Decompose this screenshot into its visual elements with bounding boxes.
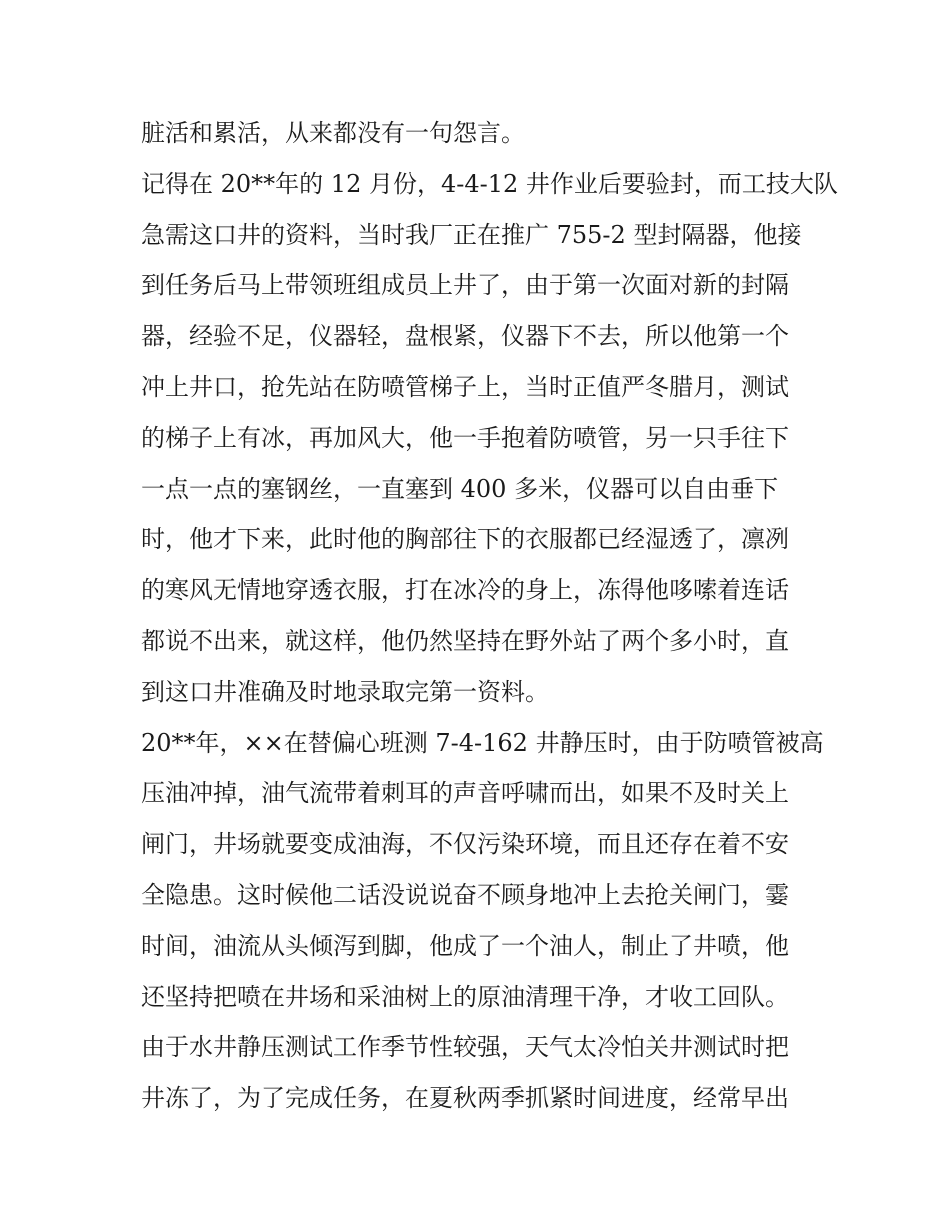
text-line: 时间，油流从头倾泻到脚，他成了一个油人，制止了井喷，他 bbox=[141, 931, 789, 960]
text-line: 的梯子上有冰，再加风大，他一手抱着防喷管，另一只手往下 bbox=[141, 423, 789, 452]
text-line: 闸门，井场就要变成油海，不仅污染环境，而且还存在着不安 bbox=[141, 830, 789, 859]
text-line: 到这口井准确及时地录取完第一资料。 bbox=[141, 677, 549, 706]
text-line: 井冻了，为了完成任务，在夏秋两季抓紧时间进度，经常早出 bbox=[141, 1084, 789, 1113]
text-line: 都说不出来，就这样，他仍然坚持在野外站了两个多小时，直 bbox=[141, 626, 789, 655]
text-line: 到任务后马上带领班组成员上井了，由于第一次面对新的封隔 bbox=[141, 271, 789, 300]
text-line: 还坚持把喷在井场和采油树上的原油清理干净，才收工回队。 bbox=[141, 982, 789, 1011]
text-line: 器，经验不足，仪器轻，盘根紧，仪器下不去，所以他第一个 bbox=[141, 322, 789, 351]
text-line: 记得在 20**年的 12 月份，4-4-12 井作业后要验封，而工技大队 bbox=[141, 169, 838, 198]
text-line: 全隐患。这时候他二话没说说奋不顾身地冲上去抢关闸门，霎 bbox=[141, 880, 789, 909]
text-line: 的寒风无情地穿透衣服，打在冰冷的身上，冻得他哆嗦着连话 bbox=[141, 576, 789, 605]
text-line: 冲上井口，抢先站在防喷管梯子上，当时正值严冬腊月，测试 bbox=[141, 372, 789, 401]
body-text bbox=[141, 108, 838, 1124]
text-line: 脏活和累活，从来都没有一句怨言。 bbox=[141, 119, 525, 147]
text-line: 急需这口井的资料，当时我厂正在推广 755-2 型封隔器，他接 bbox=[141, 220, 802, 249]
text-line: 一点一点的塞钢丝，一直塞到 400 多米，仪器可以自由垂下 bbox=[141, 474, 779, 503]
text-line: 压油冲掉，油气流带着刺耳的声音呼啸而出，如果不及时关上 bbox=[141, 779, 789, 808]
text-line: 20**年，××在替偏心班测 7-4-162 井静压时，由于防喷管被高 bbox=[141, 728, 824, 757]
text-line: 时，他才下来，此时他的胸部往下的衣服都已经湿透了，凛冽 bbox=[141, 525, 789, 554]
text-line: 由于水井静压测试工作季节性较强，天气太冷怕关井测试时把 bbox=[141, 1033, 789, 1062]
